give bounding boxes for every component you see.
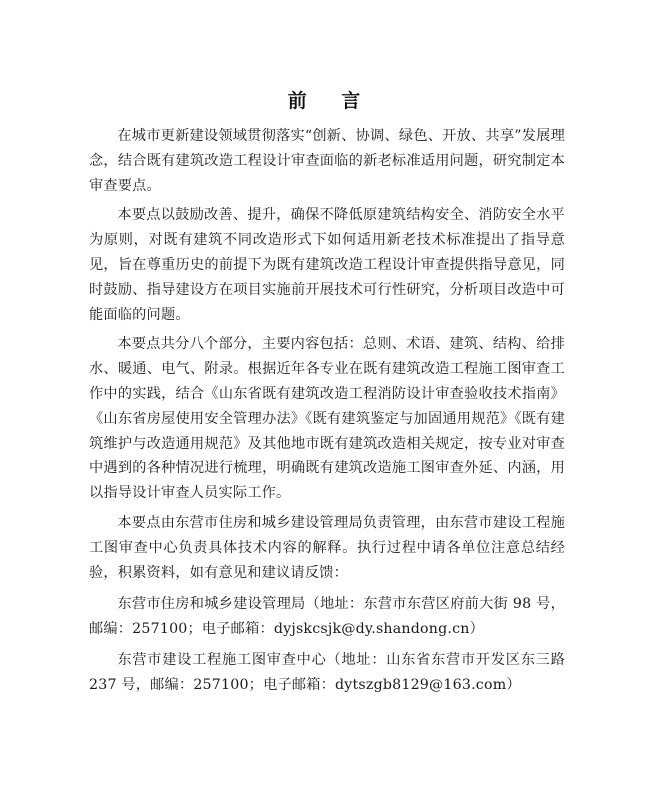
paragraph-management: 本要点由东营市住房和城乡建设管理局负责管理，由东营市建设工程施工图审查中心负责具体技术内容的解释。执行过程中请各单位注意总结经验，积累资料，如有意见和建议请反馈： bbox=[89, 514, 565, 581]
paragraph-principles: 本要点以鼓励改善、提升，确保不降低原建筑结构安全、消防安全水平为原则，对既有建筑不同改造形式下如何适用新老技术标准提出了指导意见，旨在尊重历史的前提下为既有建筑改造工程设计审查提供指导意见，同时鼓励、指导建设方在项目实施前开展技术可行性研究，分析项目改造中可能面临的问题。 bbox=[89, 207, 565, 323]
paragraph-intro: 在城市更新建设领域贯彻落实“创新、协调、绿色、开放、共享”发展理念，结合既有建筑改造工程设计审查面临的新老标准适用问题，研究制定本审查要点。 bbox=[89, 128, 565, 194]
contact-housing-bureau: 东营市住房和城乡建设管理局（地址：东营市东营区府前大街 98 号，邮编：257100；电子邮箱：dyjskcsjk@dy.shandong.cn） bbox=[89, 596, 565, 638]
contact-review-center: 东营市建设工程施工图审查中心（地址：山东省东营市开发区东三路 237 号，邮编：257100；电子邮箱：dytszgb8129@163.com） bbox=[89, 651, 565, 693]
paragraph-contents: 本要点共分八个部分，主要内容包括：总则、术语、建筑、结构、给排水、暖通、电气、附录。根据近年各专业在既有建筑改造工程施工图审查工作中的实践，结合《山东省既有建筑改造工程消防设计审查验收技术指南》《山东省房屋使用安全管理办法》《既有建筑鉴定与加固通用规范》《既有建筑维护与改造通用规范》及其他地市既有建筑改造相关规定，按专业对审查中遇到的各种情况进行梳理，明确既有建筑改造施工图审查外延、内涵，用以指导设计审查人员实际工作。 bbox=[89, 336, 565, 502]
document-body bbox=[89, 124, 565, 702]
page-title: 前 言 bbox=[287, 90, 375, 112]
